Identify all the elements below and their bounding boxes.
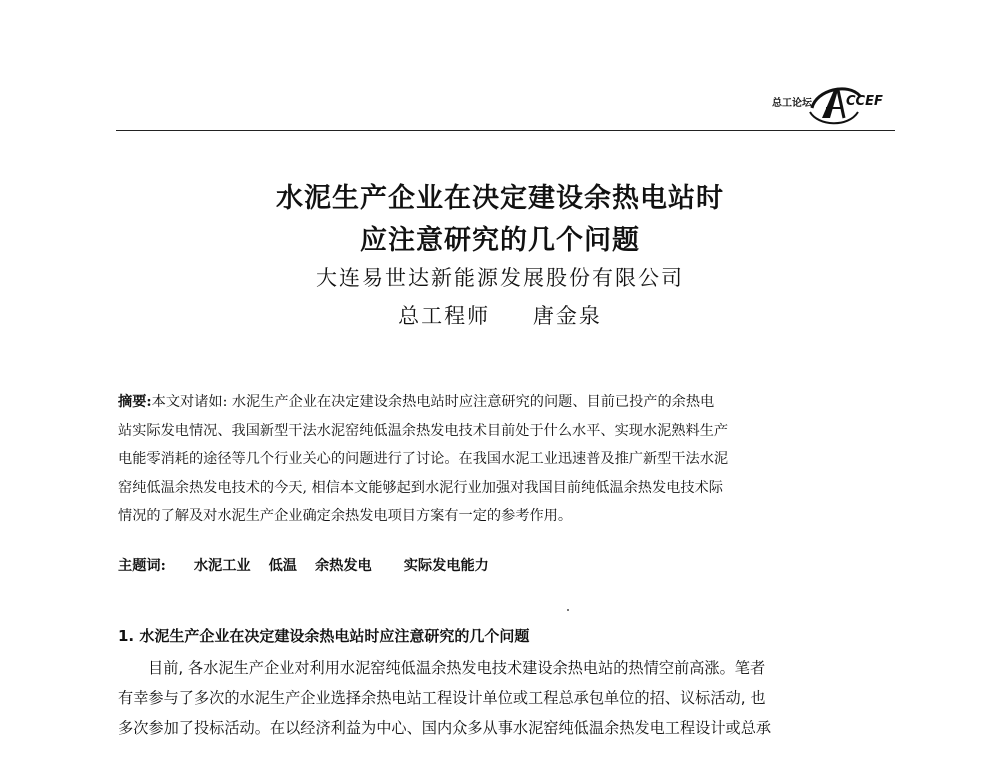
abstract-label: 摘要:: [118, 394, 152, 410]
title-line-1: 水泥生产企业在决定建设余热电站时: [276, 183, 724, 214]
section-heading: 1. 水泥生产企业在决定建设余热电站时应注意研究的几个问题: [118, 627, 530, 645]
abstract-line: 情况的了解及对水泥生产企业确定余热发电项目方案有一定的参考作用。: [118, 508, 573, 524]
scan-speck: [567, 609, 569, 611]
organization: 大连易世达新能源发展股份有限公司: [316, 266, 684, 290]
logo-label: 总工论坛: [772, 98, 812, 109]
abstract: [118, 388, 896, 531]
author-name: 唐金泉: [532, 304, 602, 328]
keyword: 低温: [268, 558, 297, 574]
body-line: 有幸参与了多次的水泥生产企业选择余热电站工程设计单位或工程总承包单位的招、议标活动, 也: [118, 689, 766, 707]
journal-logo: [772, 82, 897, 128]
section-body: [118, 653, 896, 743]
abstract-line: [118, 388, 896, 417]
abstract-text: 本文对诸如: 水泥生产企业在决定建设余热电站时应注意研究的问题、目前已投产的余热电: [151, 394, 715, 410]
author-role: 总工程师: [398, 304, 491, 328]
keywords: [118, 555, 489, 575]
keyword: 水泥工业: [193, 558, 251, 574]
author-line: [0, 300, 1000, 330]
abstract-line: 电能零消耗的途径等几个行业关心的问题进行了讨论。在我国水泥工业迅速普及推广新型干法水泥: [118, 451, 729, 467]
body-line: 目前, 各水泥生产企业对利用水泥窑纯低温余热发电技术建设余热电站的热情空前高涨。笔者: [148, 659, 766, 677]
abstract-line: 窑纯低温余热发电技术的今天, 相信本文能够起到水泥行业加强对我国目前纯低温余热发电技术际: [118, 479, 723, 496]
logo-text: CCEF: [846, 94, 883, 109]
header-rule: [116, 130, 895, 131]
title-line-2: 应注意研究的几个问题: [360, 225, 640, 256]
keywords-label: 主题词:: [118, 558, 166, 574]
keyword: 实际发电能力: [403, 558, 489, 574]
abstract-line: 站实际发电情况、我国新型干法水泥窑纯低温余热发电技术目前处于什么水平、实现水泥熟料生产: [118, 422, 729, 439]
body-line: 多次参加了投标活动。在以经济利益为中心、国内众多从事水泥窑纯低温余热发电工程设计或总承: [118, 719, 772, 737]
keyword: 余热发电: [314, 558, 372, 574]
